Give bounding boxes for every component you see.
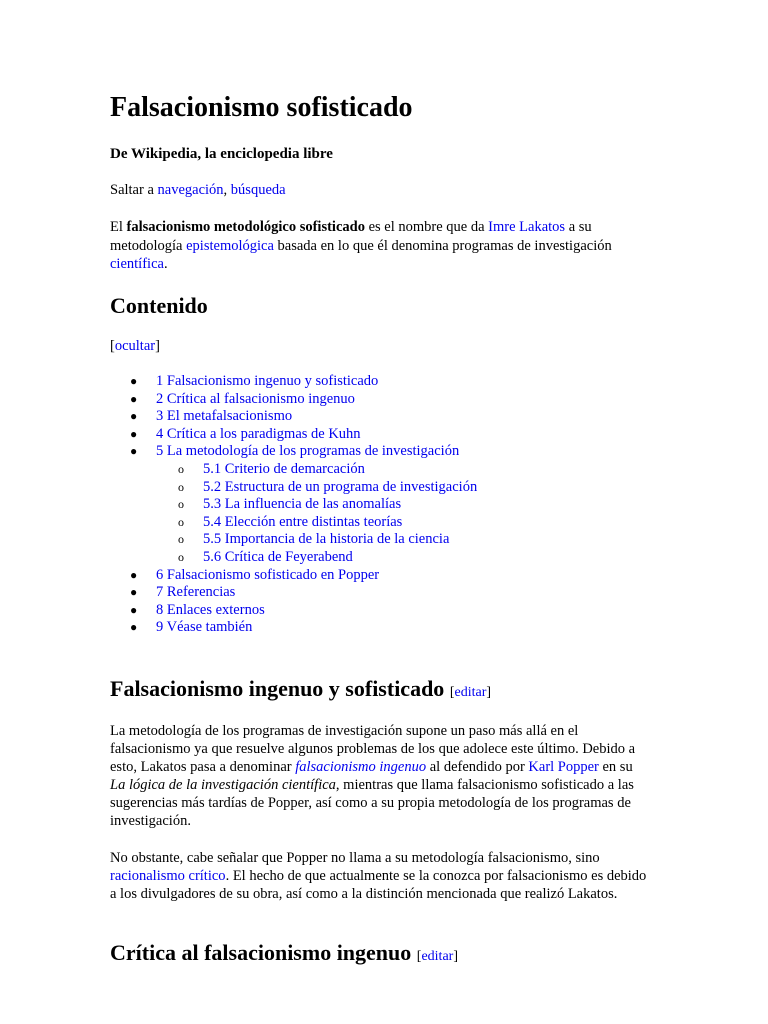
page-subtitle: De Wikipedia, la enciclopedia libre	[110, 146, 333, 162]
toc-link[interactable]: 5 La metodología de los programas de investigación	[156, 443, 460, 460]
toc-link[interactable]: 6 Falsacionismo sofisticado en Popper	[156, 566, 380, 583]
body-text: al defendido por	[426, 759, 529, 776]
toc-link[interactable]: 5.1 Criterio de demarcación	[203, 460, 365, 477]
karl-popper-link[interactable]: Karl Popper	[528, 759, 599, 776]
intro-text: es el nombre que da	[364, 219, 489, 235]
section-heading	[110, 940, 458, 966]
toc-link[interactable]: 5.4 Elección entre distintas teorías	[203, 513, 403, 530]
toc-subitem	[110, 479, 650, 497]
toc-subitem	[110, 496, 650, 514]
edit-link[interactable]: editar	[421, 949, 454, 964]
toc-item	[110, 443, 650, 461]
page-title: Falsacionismo sofisticado	[110, 92, 413, 123]
toc-item	[110, 373, 650, 391]
toc-item	[110, 391, 650, 409]
jump-separator: ,	[223, 182, 231, 198]
body-paragraph	[110, 722, 650, 831]
body-paragraph	[110, 849, 650, 903]
body-text: La metodología de los programas de investigación supone un paso más allá en el falsacionismo ya que resuelve algunos problemas de los que adolece este último. Debido a esto, Lakatos pasa a denominar	[110, 723, 636, 776]
bullet-icon: ●	[130, 585, 138, 600]
circle-bullet-icon: o	[178, 461, 184, 476]
section-heading-text: Crítica al falsacionismo ingenuo	[110, 940, 412, 965]
toc-subitem	[110, 549, 650, 567]
toc-toggle	[110, 338, 160, 355]
circle-bullet-icon: o	[178, 497, 184, 512]
edit-bracket: [	[449, 685, 455, 700]
toc-link[interactable]: 5.2 Estructura de un programa de investigación	[203, 478, 478, 495]
toc-link[interactable]: 5.3 La influencia de las anomalías	[203, 496, 402, 513]
cientifica-link[interactable]: científica	[110, 256, 164, 272]
book-title: La lógica de la investigación científica	[110, 777, 336, 794]
bullet-icon: ●	[130, 409, 138, 424]
toc-link[interactable]: 7 Referencias	[156, 584, 236, 601]
toc-subitem	[110, 514, 650, 532]
toc-item	[110, 619, 650, 637]
intro-bold-term: falsacionismo metodológico sofisticado	[126, 219, 365, 235]
toc-link[interactable]: 9 Véase también	[156, 619, 253, 636]
toc-item	[110, 567, 650, 585]
intro-text: .	[163, 256, 168, 272]
toc-hide-link[interactable]: ocultar	[114, 338, 156, 354]
edit-bracket: [	[416, 949, 422, 964]
bullet-icon: ●	[130, 444, 138, 459]
circle-bullet-icon: o	[178, 514, 184, 529]
bullet-icon: ●	[130, 602, 138, 617]
toc-title: Contenido	[110, 293, 208, 318]
circle-bullet-icon: o	[178, 532, 184, 547]
bullet-icon: ●	[130, 391, 138, 406]
intro-text: a su metodología	[110, 219, 592, 254]
section-heading-text: Falsacionismo ingenuo y sofisticado	[110, 676, 445, 701]
toc-link[interactable]: 5.6 Crítica de Feyerabend	[203, 548, 353, 565]
jump-prefix: Saltar a	[110, 182, 158, 198]
jump-links	[110, 182, 286, 199]
body-text: . El hecho de que actualmente se la conozca por falsacionismo es debido a los divulgadores de su obra, así como a la distinción mencionada que realizó Lakatos.	[110, 868, 647, 903]
toc-item	[110, 408, 650, 426]
toc-link[interactable]: 5.5 Importancia de la historia de la ciencia	[203, 531, 450, 548]
edit-link[interactable]: editar	[454, 685, 487, 700]
imre-lakatos-link[interactable]: Imre Lakatos	[488, 219, 566, 235]
bullet-icon: ●	[130, 374, 138, 388]
intro-paragraph	[110, 218, 650, 274]
toc-bracket: [	[110, 338, 115, 354]
section-heading	[110, 676, 491, 702]
toc-subitem	[110, 461, 650, 479]
bullet-icon: ●	[130, 620, 138, 635]
intro-text: basada en lo que él denomina programas de investigación	[273, 237, 612, 254]
toc-item	[110, 584, 650, 602]
toc-link[interactable]: 2 Crítica al falsacionismo ingenuo	[156, 390, 355, 407]
navigation-link[interactable]: navegación	[157, 182, 224, 198]
toc-link[interactable]: 1 Falsacionismo ingenuo y sofisticado	[156, 373, 379, 389]
toc-bracket: ]	[155, 338, 160, 354]
edit-section	[417, 949, 458, 964]
edit-section	[450, 685, 491, 700]
toc-list	[110, 373, 650, 637]
toc-item	[110, 426, 650, 444]
toc-link[interactable]: 3 El metafalsacionismo	[156, 408, 293, 425]
bullet-icon: ●	[130, 567, 138, 582]
body-text: No obstante, cabe señalar que Popper no llama a su metodología falsacionismo, sino	[110, 850, 600, 866]
bullet-icon: ●	[130, 426, 138, 441]
circle-bullet-icon: o	[178, 479, 184, 494]
toc-link[interactable]: 4 Crítica a los paradigmas de Kuhn	[156, 425, 361, 442]
edit-bracket: ]	[453, 949, 458, 964]
search-link[interactable]: búsqueda	[230, 182, 286, 198]
intro-text: El	[110, 219, 127, 235]
toc-link[interactable]: 8 Enlaces externos	[156, 601, 265, 618]
body-text: , mientras que llama falsacionismo sofisticado a las sugerencias más tardías de Popper, así como a su propia metodología de los programas de investigación.	[110, 777, 634, 830]
toc-item	[110, 602, 650, 620]
italic-link-text: falsacionismo ingenuo	[295, 759, 427, 776]
racionalismo-critico-link[interactable]: racionalismo crítico	[110, 868, 226, 885]
circle-bullet-icon: o	[178, 549, 184, 564]
edit-bracket: ]	[486, 685, 492, 700]
toc-subitem	[110, 531, 650, 549]
falsacionismo-ingenuo-link[interactable]	[295, 759, 426, 775]
epistemologica-link[interactable]: epistemológica	[186, 237, 274, 254]
body-text: en su	[598, 759, 633, 776]
